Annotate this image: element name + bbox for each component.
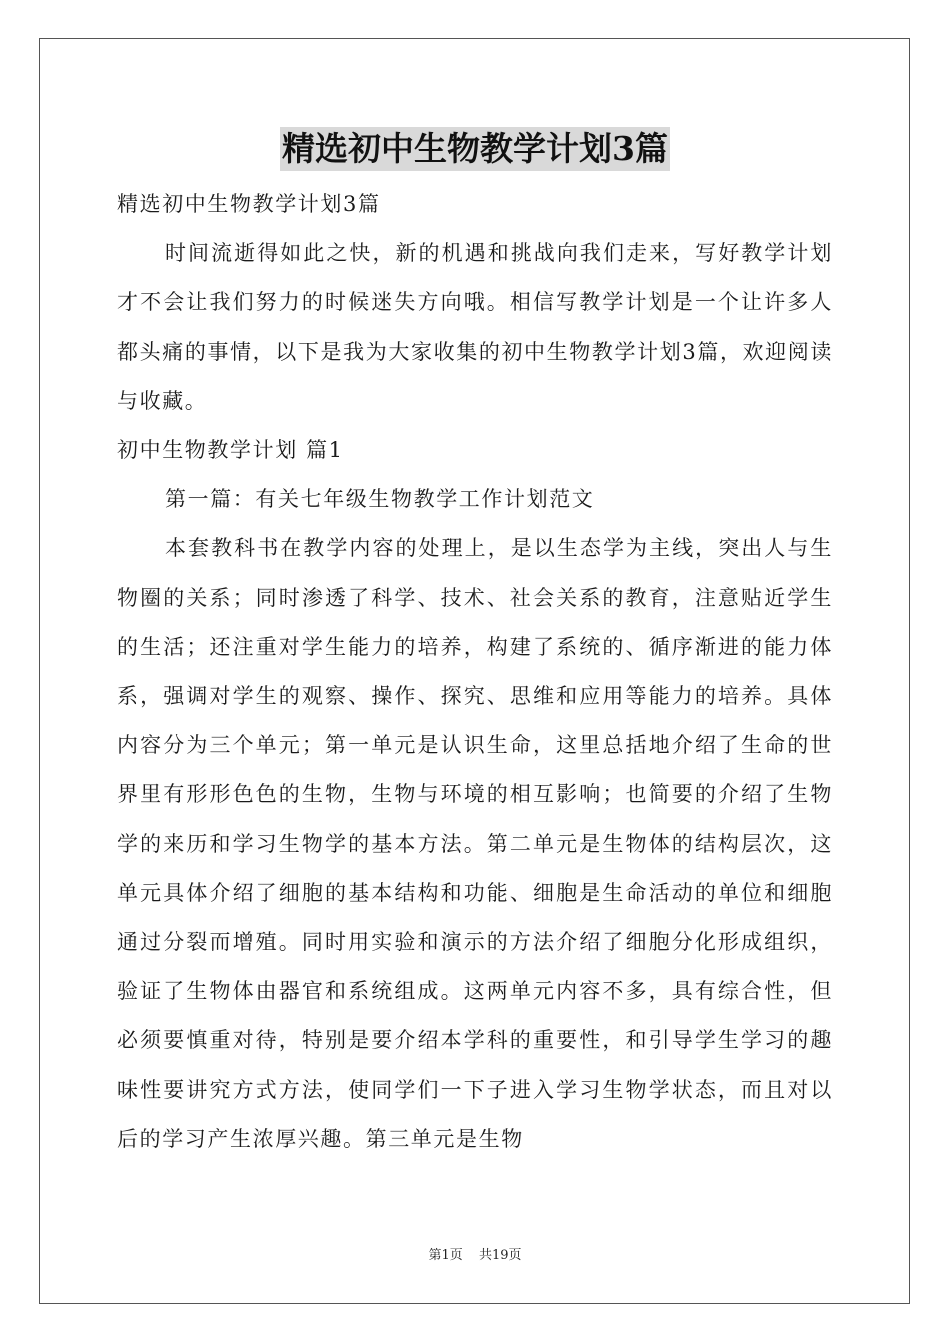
article-heading[interactable]: 第一篇：有关七年级生物教学工作计划范文 (165, 487, 595, 512)
subtitle-line[interactable]: 精选初中生物教学计划3篇 (117, 192, 381, 216)
document-body (117, 180, 833, 1164)
page-number: 第1页 (428, 1248, 463, 1263)
page-footer (0, 1247, 950, 1265)
body-paragraph[interactable]: 本套教科书在教学内容的处理上，是以生态学为主线，突出人与生物圈的关系；同时渗透了科学、技术、社会关系的教育，注意贴近学生的生活；还注重对学生能力的培养，构建了系统的、循序渐进的能力体系，强调对学生的观察、操作、探究、思维和应用等能力的培养。具体内容分为三个单元；第一单元是认识生命，这里总括地介绍了生命的世界里有形形色色的生物，生物与环境的相互影响；也简要的介绍了生物学的来历和学习生物学的基本方法。第二单元是生物体的结构层次，这单元具体介绍了细胞的基本结构和功能、细胞是生命活动的单位和细胞通过分裂而增殖。同时用实验和演示的方法介绍了细胞分化形成组织，验证了生物体由器官和系统组成。这两单元内容不多，具有综合性，但必须要慎重对待，特别是要介绍本学科的重要性，和引导学生学习的趣味性要讲究方式方法，使同学们一下子进入学习生物学状态，而且对以后的学习产生浓厚兴趣。第三单元是生物 (117, 536, 833, 1151)
section-heading[interactable]: 初中生物教学计划 篇1 (117, 438, 344, 463)
title-container (0, 127, 950, 171)
intro-paragraph[interactable]: 时间流逝得如此之快，新的机遇和挑战向我们走来，写好教学计划才不会让我们努力的时候迷失方向哦。相信写教学计划是一个让许多人都头痛的事情，以下是我为大家收集的初中生物教学计划3篇，欢迎阅读与收藏。 (117, 241, 833, 413)
document-title[interactable]: 精选初中生物教学计划3篇 (280, 127, 670, 171)
total-pages: 共19页 (478, 1248, 522, 1263)
